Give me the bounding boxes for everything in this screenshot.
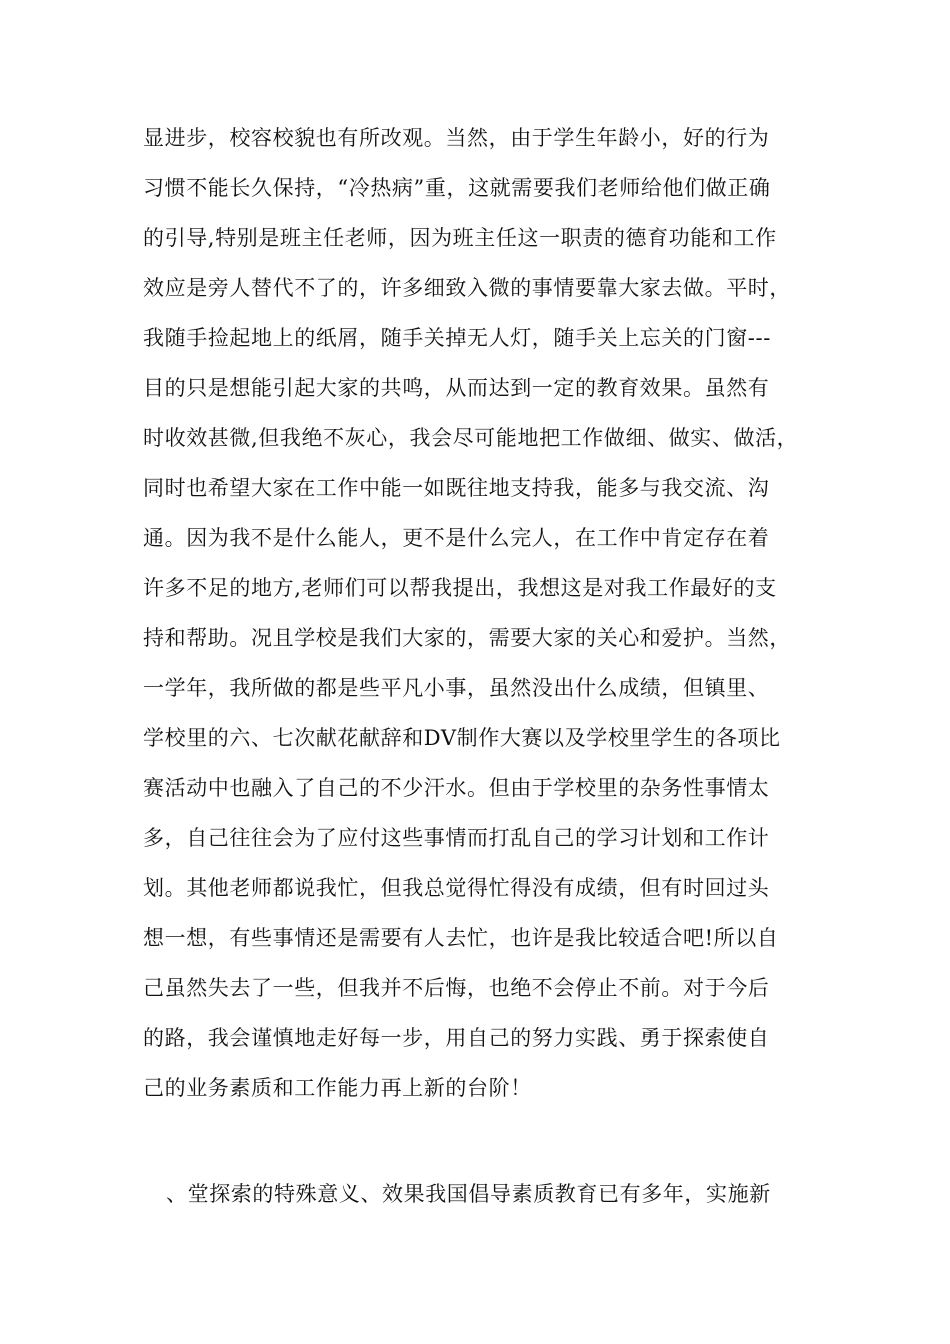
text-line: 赛活动中也融入了自己的不少汗水。但由于学校里的杂务性事情太 (143, 776, 770, 800)
text-line: 时收效甚微,但我绝不灰心，我会尽可能地把工作做细、做实、做活， (143, 426, 799, 450)
text-line: 想一想，有些事情还是需要有人去忙，也许是我比较适合吧!所以自 (143, 926, 779, 950)
text-line: 同时也希望大家在工作中能一如既往地支持我，能多与我交流、沟 (143, 476, 770, 500)
text-line: 效应是旁人替代不了的，许多细致入微的事情要靠大家去做。平时， (143, 276, 791, 300)
text-line: 通。因为我不是什么能人，更不是什么完人，在工作中肯定存在着 (143, 526, 770, 550)
text-line: 我随手捡起地上的纸屑，随手关掉无人灯，随手关上忘关的门窗--- (143, 326, 771, 350)
text-line: 目的只是想能引起大家的共鸣，从而达到一定的教育效果。虽然有 (143, 376, 770, 400)
text-line: 的引导,特别是班主任老师，因为班主任这一职责的德育功能和工作 (143, 226, 777, 250)
text-line: 己虽然失去了一些，但我并不后悔，也绝不会停止不前。对于今后 (143, 976, 770, 1000)
text-line: 习惯不能长久保持，“冷热病”重，这就需要我们老师给他们做正确 (143, 176, 771, 200)
text-line: 许多不足的地方,老师们可以帮我提出，我想这是对我工作最好的支 (143, 576, 777, 600)
text-line: 学校里的六、七次献花献辞和DV制作大赛以及学校里学生的各项比 (143, 726, 781, 750)
text-line: 的路，我会谨慎地走好每一步，用自己的努力实践、勇于探索使自 (143, 1026, 770, 1050)
text-line: 显进步，校容校貌也有所改观。当然，由于学生年龄小，好的行为 (143, 126, 770, 150)
text-line: 、堂探索的特殊意义、效果我国倡导素质教育已有多年，实施新 (166, 1182, 771, 1206)
text-line: 划。其他老师都说我忙，但我总觉得忙得没有成绩，但有时回过头 (143, 876, 770, 900)
text-line: 一学年，我所做的都是些平凡小事，虽然没出什么成绩，但镇里、 (143, 676, 770, 700)
text-line: 己的业务素质和工作能力再上新的台阶！ (143, 1076, 532, 1100)
text-line: 持和帮助。况且学校是我们大家的，需要大家的关心和爱护。当然， (143, 626, 791, 650)
text-line: 多，自己往往会为了应付这些事情而打乱自己的学习计划和工作计 (143, 826, 770, 850)
